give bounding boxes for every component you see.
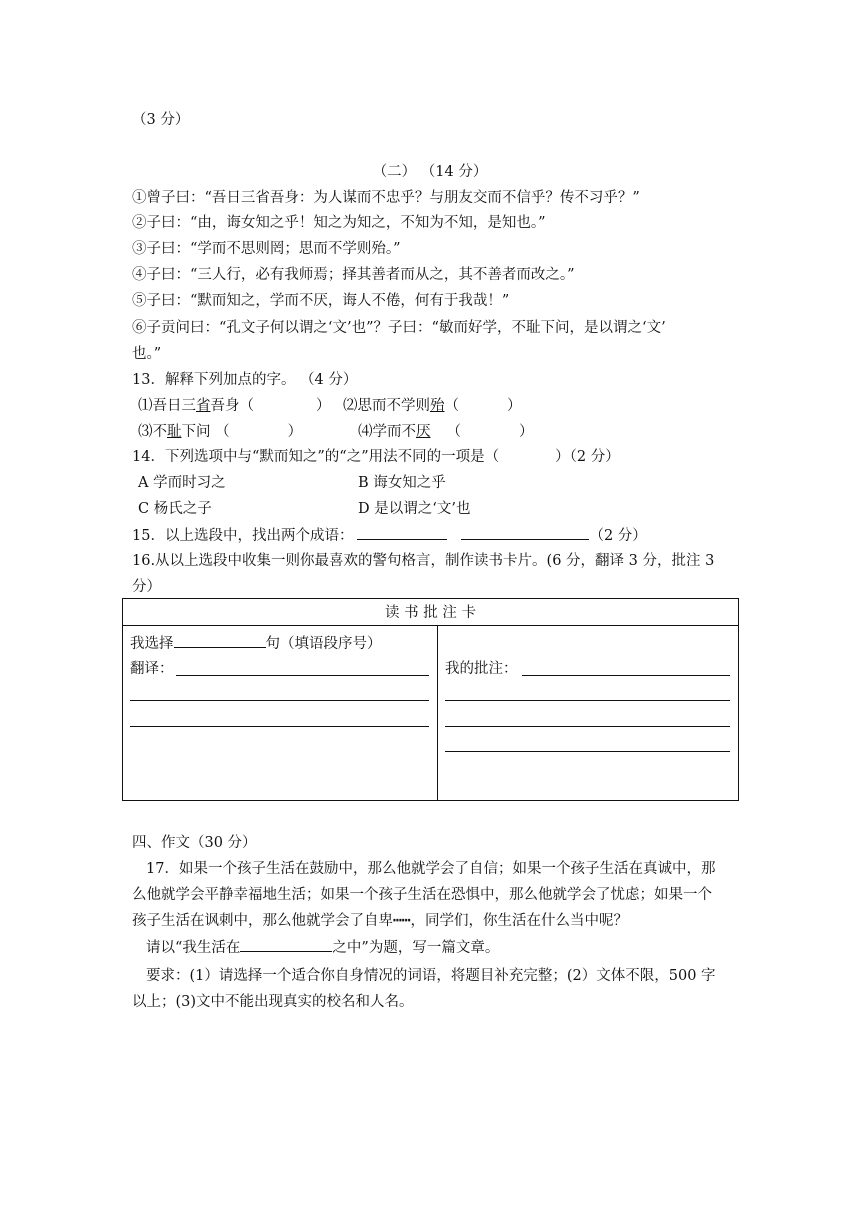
essay-requirements-end: 以上；(3)文中不能出现真实的校名和人名。 xyxy=(132,994,414,1010)
essay-title-instruction: 请以“我生活在 之中”为题，写一篇文章。 xyxy=(146,937,499,958)
note-line[interactable] xyxy=(445,726,730,727)
passage-2: ②子曰：“由，诲女知之乎！知之为知之，不知为不知，是知也。” xyxy=(132,215,546,231)
passage-3: ③子曰：“学而不思则罔；思而不学则殆。” xyxy=(132,241,401,257)
dotted-char: 厌 xyxy=(416,424,431,440)
essay-prompt-line: 孩子生活在讽刺中，那么他就学会了自卑┅┅，同学们，你生活在什么当中呢？ xyxy=(132,913,628,929)
option-c: C 杨氏之子 xyxy=(138,501,212,517)
passage-4: ④子曰：“三人行，必有我师焉；择其善者而从之，其不善者而改之。” xyxy=(132,267,575,283)
note-blank[interactable] xyxy=(522,675,730,676)
card-translate-label: 翻译： xyxy=(130,661,174,677)
translate-line[interactable] xyxy=(130,726,429,727)
passage-5: ⑤子曰：“默而知之，学而不厌，诲人不倦，何有于我哉！” xyxy=(132,293,510,309)
q13-item-1: ⑴吾日三省吾身（ ） xyxy=(138,398,331,414)
option-d: D 是以谓之‘文’也 xyxy=(358,501,471,517)
card-header-divider xyxy=(122,625,739,626)
passage-6: ⑥子贡问曰：“孔文子何以谓之‘文’也”？子曰：“敏而好学，不耻下问，是以谓之‘文’ xyxy=(132,320,666,336)
essay-prompt-line: 17．如果一个孩子生活在鼓励中，那么他就学会了自信；如果一个孩子生活在真诚中，那 xyxy=(146,861,716,877)
dotted-char: 耻 xyxy=(167,424,182,440)
q13-item-3: ⑶不耻下问 （ ） xyxy=(138,424,303,440)
card-column-divider xyxy=(437,625,438,801)
q13-item-4: ⑷学而不厌 （ ） xyxy=(358,424,534,440)
note-line[interactable] xyxy=(445,700,730,701)
q13-item-2: ⑵思而不学则殆（ ） xyxy=(343,398,522,414)
score-note: （3 分） xyxy=(132,112,190,128)
question-13: 13．解释下列加点的字。 （4 分） xyxy=(132,372,358,388)
question-15: 15．以上选段中，找出两个成语： （2 分） xyxy=(132,525,647,546)
section-4-title: 四、作文（30 分） xyxy=(132,835,257,851)
card-note-label: 我的批注： xyxy=(445,661,518,677)
question-16-end: 分） xyxy=(132,579,161,595)
note-line[interactable] xyxy=(445,751,730,752)
title-blank[interactable] xyxy=(240,937,332,952)
passage-6-end: 也。” xyxy=(132,346,162,362)
translate-blank[interactable] xyxy=(176,675,429,676)
dotted-char: 殆 xyxy=(430,398,445,414)
translate-line[interactable] xyxy=(130,700,429,701)
question-14: 14．下列选项中与“默而知之”的“之”用法不同的一项是（ ）（2 分） xyxy=(132,449,620,465)
passage-1: ①曾子曰：“吾日三省吾身：为人谋而不忠乎？与朋友交而不信乎？传不习乎？” xyxy=(132,190,640,206)
choose-blank[interactable] xyxy=(174,633,266,648)
essay-requirements: 要求：(1）请选择一个适合你自身情况的词语，将题目补充完整；(2）文体不限，500 字 xyxy=(146,968,716,984)
dotted-char: 省 xyxy=(196,398,211,414)
card-choose-line: 我选择 句（填语段序号） xyxy=(130,633,382,654)
card-title: 读 书 批 注 卡 xyxy=(385,605,476,621)
question-16: 16.从以上选段中收集一则你最喜欢的警句格言，制作读书卡片。(6 分，翻译 3 分，批注 3 xyxy=(132,553,715,569)
option-b: B 诲女知之乎 xyxy=(358,475,446,491)
option-a: A 学而时习之 xyxy=(138,475,226,491)
essay-prompt-line: 么他就学会平静幸福地生活；如果一个孩子生活在恐惧中，那么他就学会了忧虑；如果一个 xyxy=(132,887,712,903)
section-title: （二） （14 分） xyxy=(372,164,488,180)
